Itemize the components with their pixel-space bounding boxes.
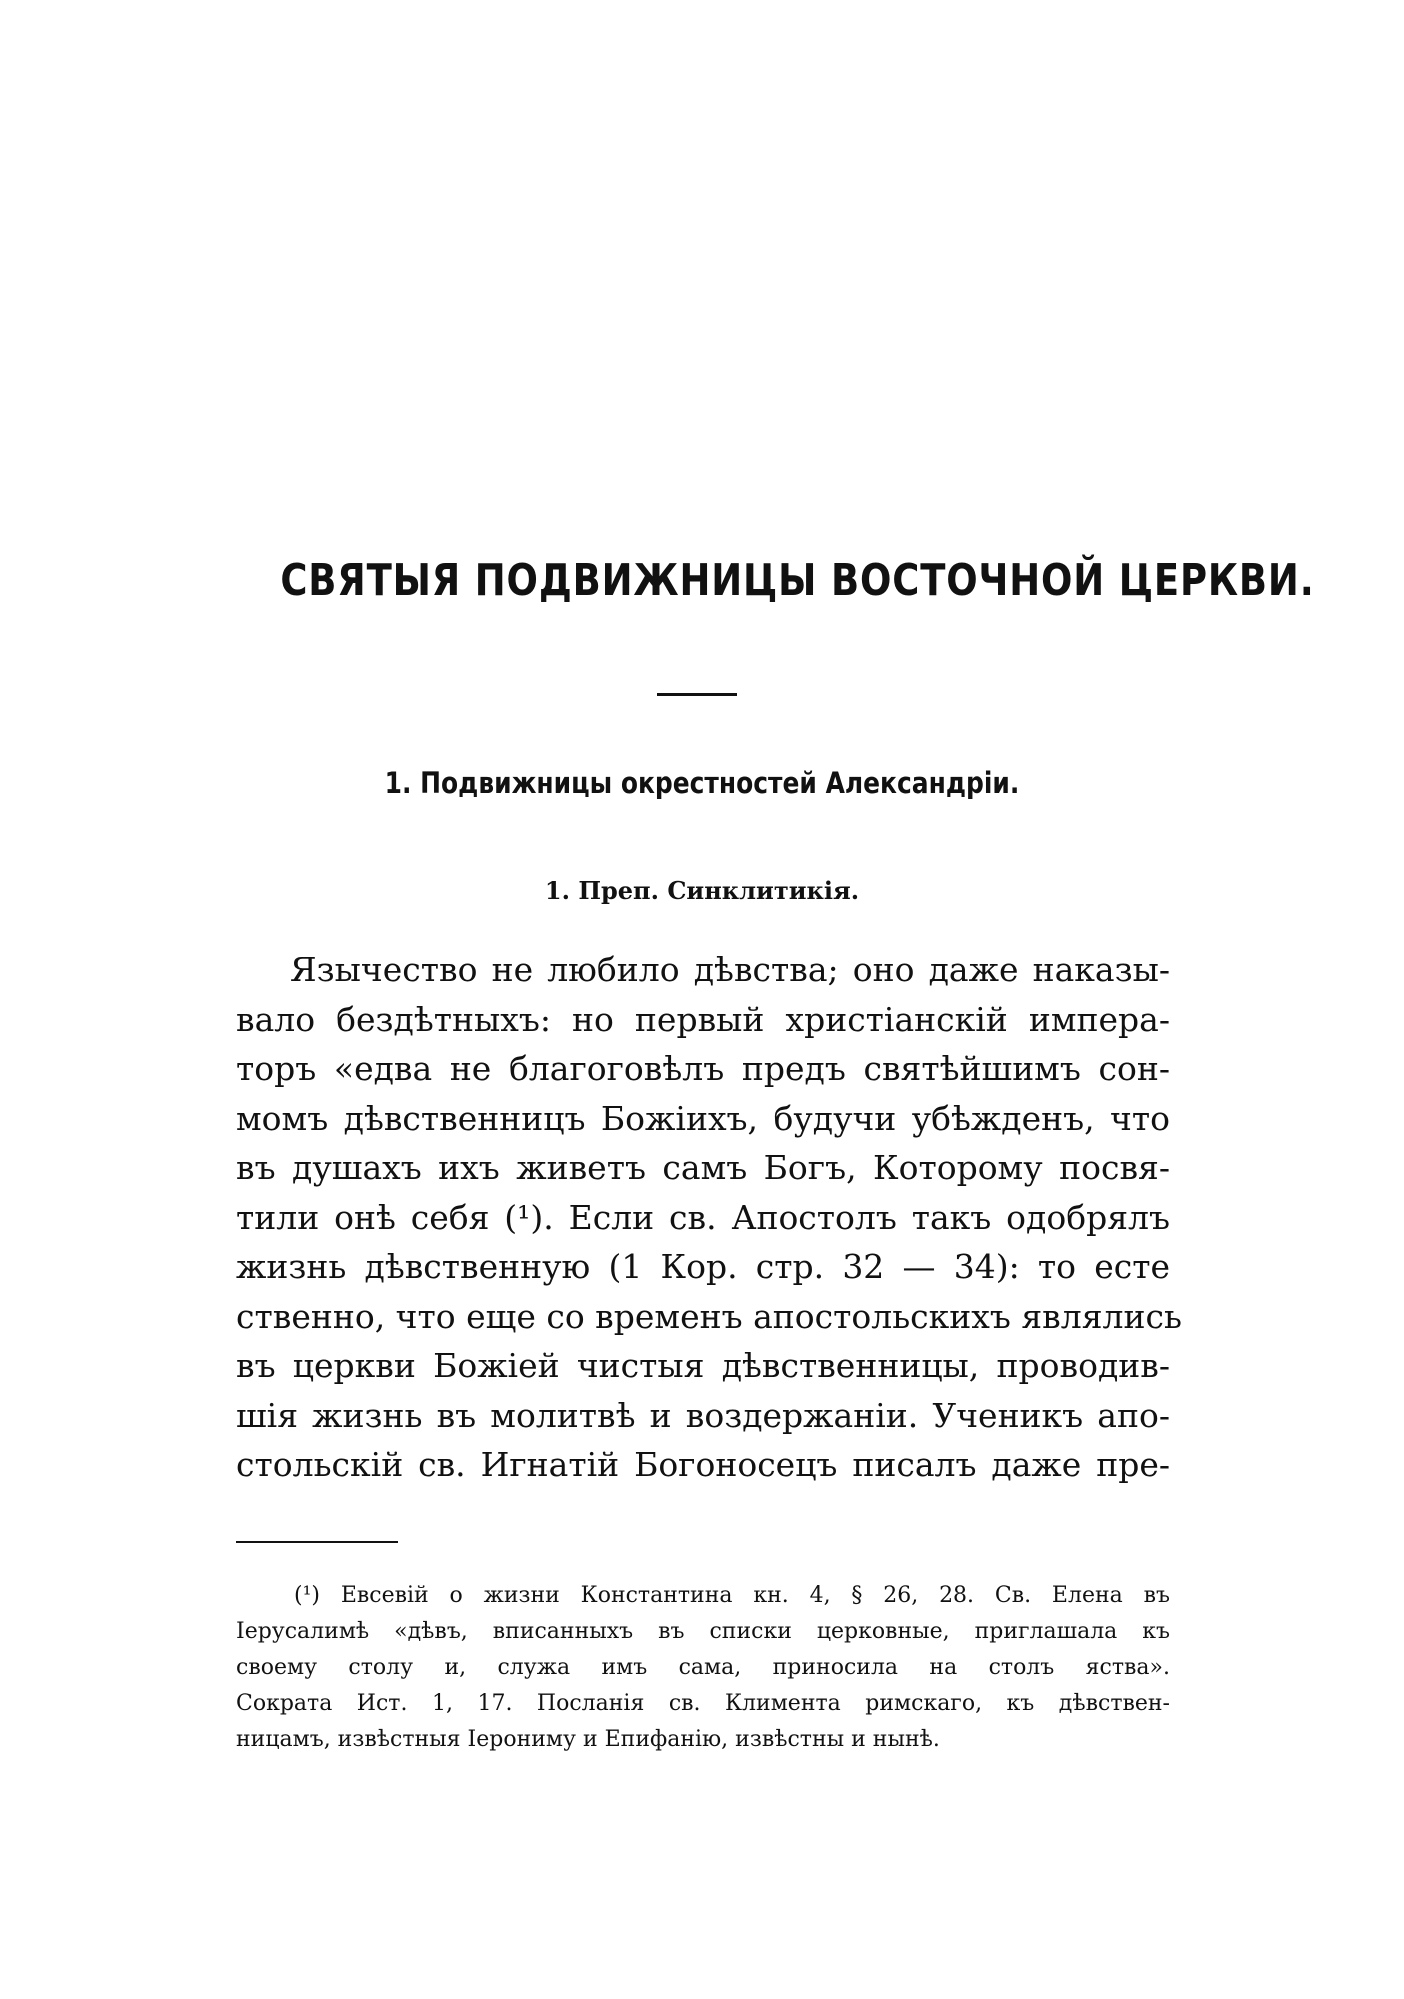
footnote-line: Сократа Ист. 1, 17. Посланія св. Климента римскаго, къ дѣвствен-	[236, 1691, 1170, 1716]
footnote-divider	[236, 1541, 398, 1543]
body-line: вало бездѣтныхъ: но первый христіанскій импера-	[236, 999, 1170, 1039]
body-paragraph	[236, 945, 1182, 1490]
subsection-heading: 1. Преп. Синклитикія.	[544, 876, 860, 905]
body-line: момъ дѣвственницъ Божіихъ, будучи убѣжденъ, что	[236, 1098, 1170, 1138]
footnote	[236, 1578, 1170, 1758]
body-line: ственно, что еще со временъ апостольскихъ являлись	[236, 1296, 1182, 1336]
body-line: въ церкви Божіей чистыя дѣвственницы, проводив-	[236, 1346, 1170, 1385]
footnote-line: своему столу и, служа имъ сама, приносила на столъ яства».	[236, 1655, 1170, 1680]
footnote-line: Іерусалимѣ «дѣвъ, вписанныхъ въ списки церковные, приглашала къ	[236, 1619, 1170, 1644]
body-line: жизнь дѣвственную (1 Кор. стр. 32 — 34): то есте	[236, 1247, 1170, 1286]
body-line: торъ «едва не благоговѣлъ предъ святѣйшимъ сон-	[236, 1049, 1170, 1088]
body-line: шія жизнь въ молитвѣ и воздержаніи. Ученикъ апо-	[236, 1395, 1170, 1435]
body-line: въ душахъ ихъ живетъ самъ Богъ, Которому посвя-	[236, 1148, 1170, 1187]
footnote-line: (¹) Евсевій о жизни Константина кн. 4, § 26, 28. Св. Елена въ	[294, 1583, 1170, 1608]
section-heading: 1. Подвижницы окрестностей Александріи.	[384, 766, 1020, 800]
body-line: стольскій св. Игнатій Богоносецъ писалъ даже пре-	[236, 1445, 1170, 1484]
body-line: тили онѣ себя (¹). Если св. Апостолъ такъ одобрялъ	[236, 1197, 1170, 1237]
footnote-line: ницамъ, извѣстныя Іерониму и Епифанію, извѣстны и нынѣ.	[236, 1727, 940, 1752]
body-line: Язычество не любило дѣвства; оно даже наказы-	[290, 950, 1170, 989]
title-divider	[657, 693, 737, 696]
page-title: СВЯТЫЯ ПОДВИЖНИЦЫ ВОСТОЧНОЙ ЦЕРКВИ.	[280, 555, 1315, 606]
